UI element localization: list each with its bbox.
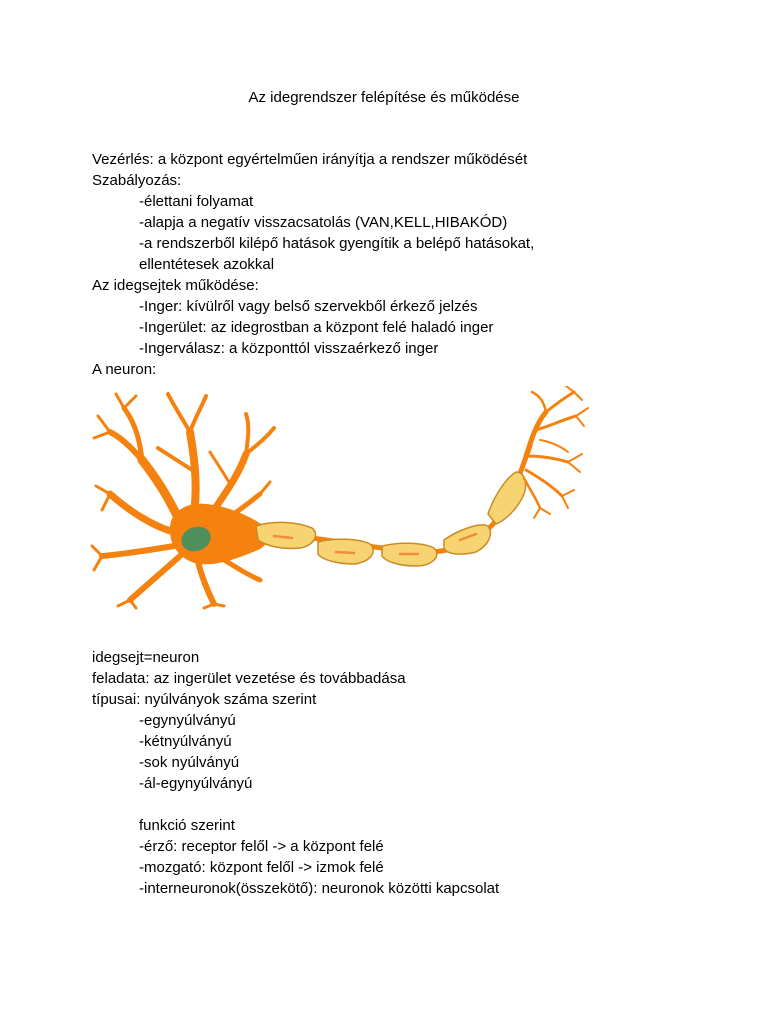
axon-terminals (524, 386, 588, 518)
text-line: -mozgató: központ felől -> izmok felé (139, 859, 384, 876)
document-title: Az idegrendszer felépítése és működése (248, 89, 520, 106)
text-line: ellentétesek azokkal (139, 256, 275, 273)
text-line: funkció szerint (139, 817, 235, 834)
text-line: -alapja a negatív visszacsatolás (VAN,KELL,HIBAKÓD) (139, 214, 508, 231)
text-line: -élettani folyamat (139, 193, 254, 210)
text-line: -kétnyúlványú (139, 733, 232, 750)
text-line: -sok nyúlványú (139, 754, 240, 771)
text-line: -Ingerválasz: a központtól visszaérkező inger (139, 340, 439, 357)
text-line: -ál-egynyúlványú (139, 775, 253, 792)
text-line: idegsejt=neuron (92, 649, 200, 666)
neuron-illustration (88, 386, 628, 610)
text-line: -a rendszerből kilépő hatások gyengítik a belépő hatásokat, (139, 235, 535, 252)
text-line: -érző: receptor felől -> a központ felé (139, 838, 384, 855)
neuron-dendrites (92, 394, 274, 608)
text-line: -egynyúlványú (139, 712, 236, 729)
text-line: Az idegsejtek működése: (92, 277, 259, 294)
text-line: A neuron: (92, 361, 157, 378)
text-line: feladata: az ingerület vezetése és továbbadása (92, 670, 406, 687)
text-line: típusai: nyúlványok száma szerint (92, 691, 317, 708)
text-line: Vezérlés: a központ egyértelműen irányítja a rendszer működését (92, 151, 528, 168)
text-line: -interneuronok(összekötő): neuronok közötti kapcsolat (139, 880, 500, 897)
myelin-sheaths (256, 472, 526, 566)
text-line: -Ingerület: az idegrostban a központ felé haladó inger (139, 319, 494, 336)
text-line: -Inger: kívülről vagy belső szervekből érkező jelzés (139, 298, 478, 315)
text-line: Szabályozás: (92, 172, 182, 189)
